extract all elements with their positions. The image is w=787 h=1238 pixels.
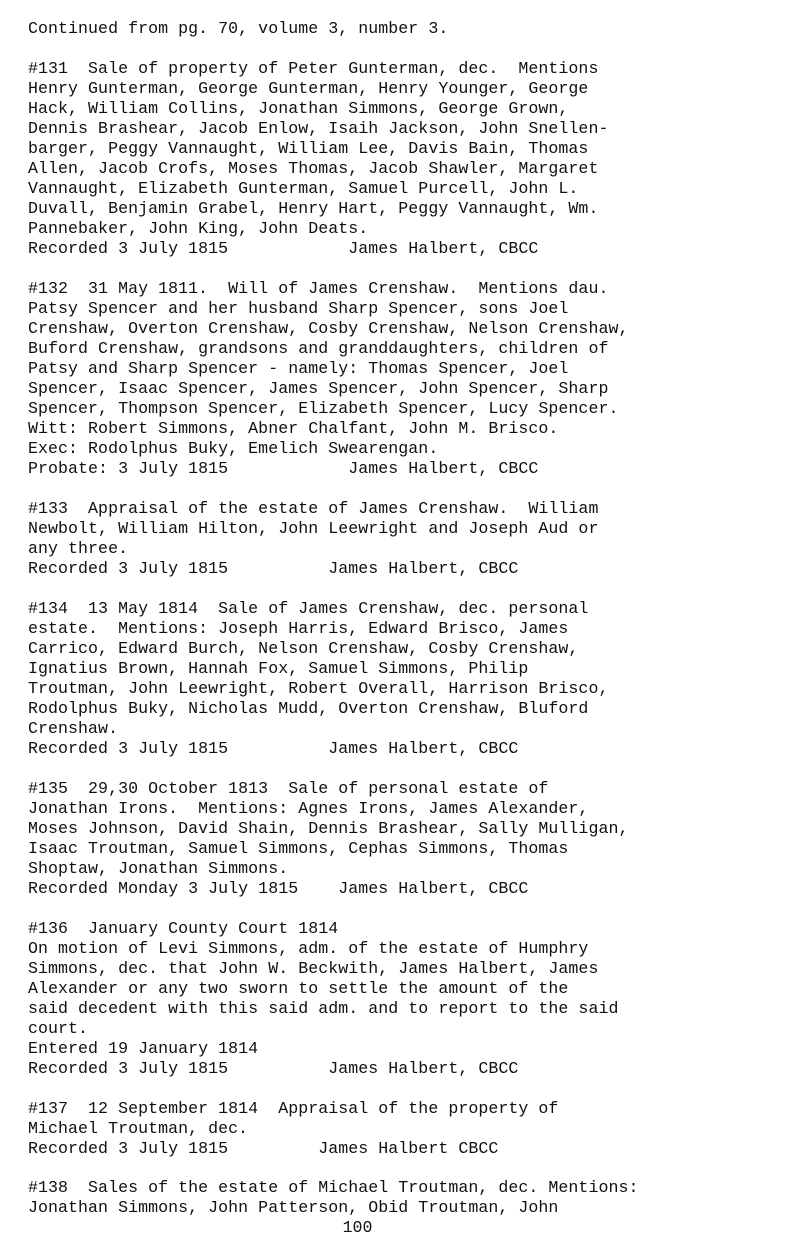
entry-133-line: #133 Appraisal of the estate of James Crenshaw. William [28,499,599,518]
entry-137-line: #137 12 September 1814 Appraisal of the property of [28,1099,559,1118]
entry-135-line: Moses Johnson, David Shain, Dennis Brashear, Sally Mulligan, [28,819,629,838]
entry-135-line: #135 29,30 October 1813 Sale of personal estate of [28,779,549,798]
entry-132-probate: Probate: 3 July 1815 James Halbert, CBCC [28,459,539,478]
page-number-wrapper [0,1218,787,1238]
entry-136-recorded: Recorded 3 July 1815 James Halbert, CBCC [28,1059,519,1078]
entry-134-recorded: Recorded 3 July 1815 James Halbert, CBCC [28,739,519,758]
entry-134-line: Ignatius Brown, Hannah Fox, Samuel Simmons, Philip [28,659,529,678]
entry-132-line: Patsy and Sharp Spencer - namely: Thomas Spencer, Joel [28,359,569,378]
entry-131-line: #131 Sale of property of Peter Gunterman, dec. Mentions [28,59,599,78]
page-number: 100 [342,1218,373,1237]
entry-135-line: Isaac Troutman, Samuel Simmons, Cephas Simmons, Thomas [28,839,569,858]
entry-134-line: Rodolphus Buky, Nicholas Mudd, Overton Crenshaw, Bluford [28,699,589,718]
entry-133-line: any three. [28,539,129,558]
entry-133-line: Newbolt, William Hilton, John Leewright and Joseph Aud or [28,519,599,538]
entry-131-line: Vannaught, Elizabeth Gunterman, Samuel Purcell, John L. [28,179,579,198]
entry-136-line: court. [28,1019,89,1038]
entry-132-line: Buford Crenshaw, grandsons and granddaughters, children of [28,339,609,358]
entry-136-line: On motion of Levi Simmons, adm. of the estate of Humphry [28,939,589,958]
entry-132-line: Crenshaw, Overton Crenshaw, Cosby Crenshaw, Nelson Crenshaw, [28,319,629,338]
entry-131-line: Dennis Brashear, Jacob Enlow, Isaih Jackson, John Snellen- [28,119,609,138]
entry-138-line: Jonathan Simmons, John Patterson, Obid Troutman, John [28,1198,559,1217]
entry-136-line: #136 January County Court 1814 [28,919,339,938]
entry-134-line: #134 13 May 1814 Sale of James Crenshaw, dec. personal [28,599,589,618]
entry-131-recorded: Recorded 3 July 1815 James Halbert, CBCC [28,239,539,258]
entry-136-line: said decedent with this said adm. and to report to the said [28,999,619,1018]
entry-137-line: Michael Troutman, dec. [28,1119,249,1138]
entry-131-line: barger, Peggy Vannaught, William Lee, Davis Bain, Thomas [28,139,589,158]
entry-134-line: Crenshaw. [28,719,119,738]
entry-134-line: estate. Mentions: Joseph Harris, Edward Brisco, James [28,619,569,638]
entry-138-line: #138 Sales of the estate of Michael Troutman, dec. Mentions: [28,1178,639,1197]
entry-134-line: Carrico, Edward Burch, Nelson Crenshaw, Cosby Crenshaw, [28,639,579,658]
entry-131-line: Henry Gunterman, George Gunterman, Henry Younger, George [28,79,589,98]
entry-135-line: Jonathan Irons. Mentions: Agnes Irons, James Alexander, [28,799,589,818]
entry-135-recorded: Recorded Monday 3 July 1815 James Halbert, CBCC [28,879,529,898]
entry-132-line: #132 31 May 1811. Will of James Crenshaw. Mentions dau. [28,279,609,298]
entry-131-line: Allen, Jacob Crofs, Moses Thomas, Jacob Shawler, Margaret [28,159,599,178]
continued-note: Continued from pg. 70, volume 3, number 3. [28,19,449,38]
entry-132-line: Witt: Robert Simmons, Abner Chalfant, John M. Brisco. [28,419,559,438]
entry-136-line: Simmons, dec. that John W. Beckwith, James Halbert, James [28,959,599,978]
entry-132-line: Spencer, Thompson Spencer, Elizabeth Spencer, Lucy Spencer. [28,399,619,418]
entry-137-recorded: Recorded 3 July 1815 James Halbert CBCC [28,1139,499,1158]
entry-131-line: Pannebaker, John King, John Deats. [28,219,369,238]
entry-131-line: Hack, William Collins, Jonathan Simmons, George Grown, [28,99,569,118]
entry-136-line: Alexander or any two sworn to settle the amount of the [28,979,569,998]
entry-134-line: Troutman, John Leewright, Robert Overall, Harrison Brisco, [28,679,609,698]
entry-132-line: Spencer, Isaac Spencer, James Spencer, John Spencer, Sharp [28,379,609,398]
entry-135-line: Shoptaw, Jonathan Simmons. [28,859,289,878]
entry-131-line: Duvall, Benjamin Grabel, Henry Hart, Peggy Vannaught, Wm. [28,199,599,218]
entry-132-line: Exec: Rodolphus Buky, Emelich Swearengan. [28,439,439,458]
entry-133-recorded: Recorded 3 July 1815 James Halbert, CBCC [28,559,519,578]
entry-132-line: Patsy Spencer and her husband Sharp Spencer, sons Joel [28,299,569,318]
entry-136-entered: Entered 19 January 1814 [28,1039,259,1058]
